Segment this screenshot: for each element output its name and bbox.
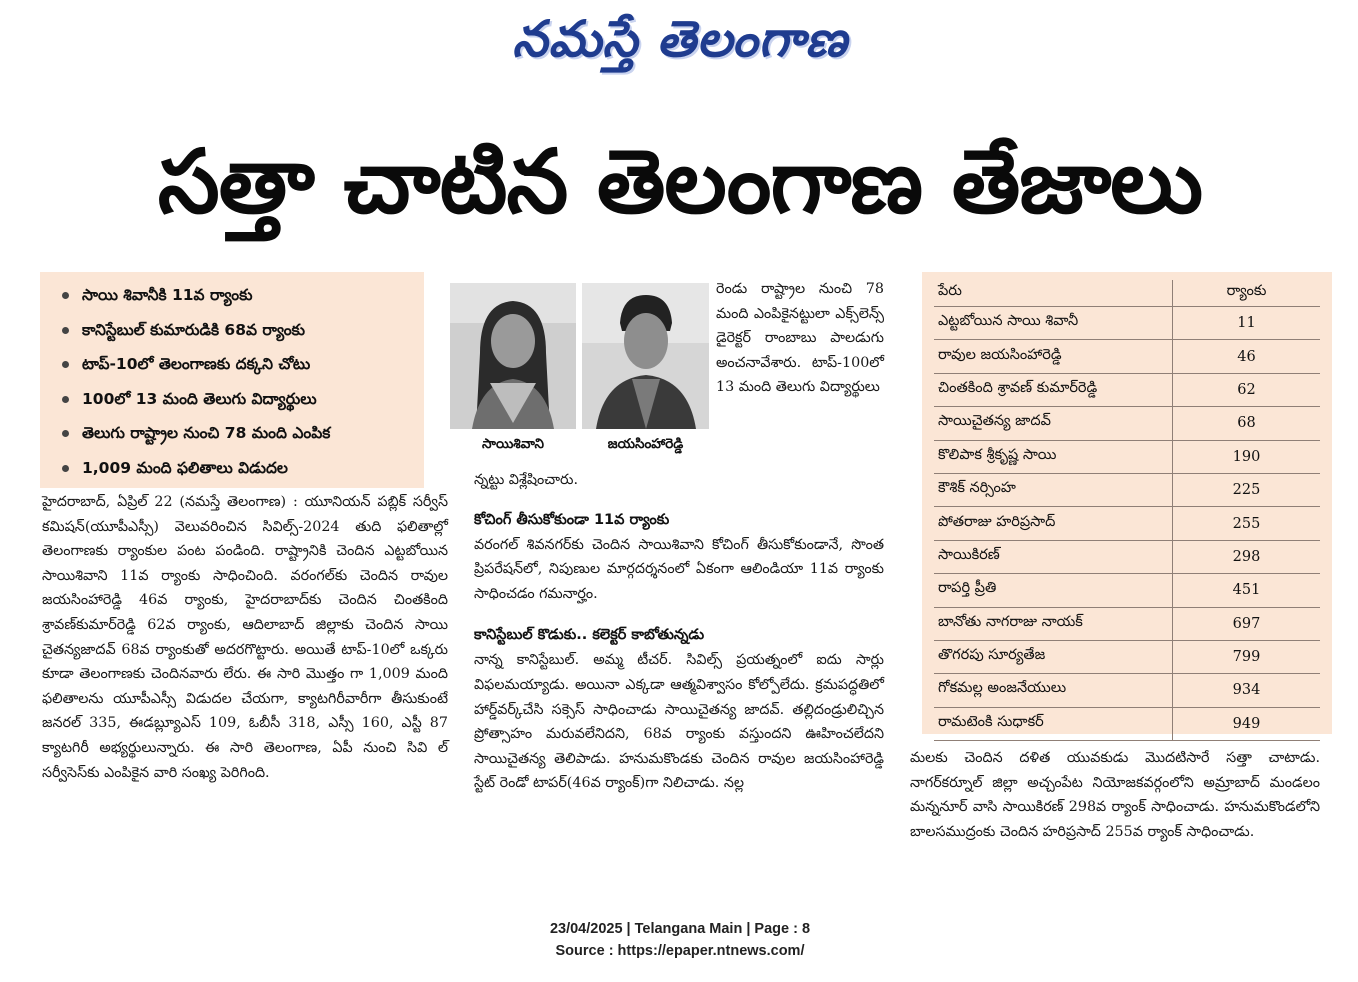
candidate-rank: 934 [1173, 674, 1321, 707]
highlight-item: కానిస్టేబుల్ కుమారుడికి 68వ ర్యాంకు [58, 313, 416, 348]
article-column-1 [42, 490, 448, 785]
highlight-item: సాయి శివానీకి 11వ ర్యాంకు [58, 278, 416, 313]
table-row [934, 473, 1320, 506]
article-paragraph: వరంగల్ శివనగర్‌కు చెందిన సాయిశివాని కోచింగ్ తీసుకోకుండానే, సొంత ప్రిపరేషన్‌లో, నిపుణుల మార్గదర్శనంలో ఏకంగా ఆలిండియా 11వ ర్యాంకు సాధించడం గమనార్హం. [474, 536, 884, 602]
candidate-name: కొలిపాక శ్రీకృష్ణ సాయి [934, 440, 1173, 473]
article-column-3 [910, 746, 1320, 844]
candidate-name: బానోతు నాగరాజు నాయక్ [934, 607, 1173, 640]
photo-jayasimha-reddy [582, 283, 709, 429]
candidate-rank: 255 [1173, 507, 1321, 540]
candidate-rank: 799 [1173, 640, 1321, 673]
table-row [934, 340, 1320, 373]
portrait-woman-image [450, 283, 576, 429]
candidate-rank: 46 [1173, 340, 1321, 373]
article-column-2-top [716, 277, 884, 400]
footer-source-link[interactable]: Source : https://epaper.ntnews.com/ [555, 943, 805, 959]
table-row [934, 574, 1320, 607]
table-row [934, 707, 1320, 740]
bullet-icon [62, 465, 69, 472]
candidate-name: రాపర్తి ప్రీతి [934, 574, 1173, 607]
candidate-name: ఎట్టబోయిన సాయి శివానీ [934, 307, 1173, 340]
candidate-rank: 697 [1173, 607, 1321, 640]
highlight-item: టాప్-10లో తెలంగాణకు దక్కని చోటు [58, 347, 416, 382]
portrait-man-image [582, 283, 709, 429]
table-row [934, 407, 1320, 440]
candidate-rank: 11 [1173, 307, 1321, 340]
article-headline: సత్తా చాటిన తెలంగాణ తేజాలు [157, 130, 1203, 233]
candidate-rank: 949 [1173, 707, 1321, 740]
highlight-item: తెలుగు రాష్ట్రాల నుంచి 78 మంది ఎంపిక [58, 416, 416, 451]
candidate-rank: 298 [1173, 540, 1321, 573]
highlight-item: 100లో 13 మంది తెలుగు విద్యార్థులు [58, 382, 416, 417]
highlights-box [40, 272, 424, 488]
article-paragraph: మలకు చెందిన దళిత యువకుడు మొదటిసారే సత్తా చాటాడు. నాగర్‌కర్నూల్ జిల్లా అచ్చంపేట నియోజకవర్గంలోని అమ్రాబాద్ మండలం మన్ననూర్ వాసి సాయికిరణ్ 298వ ర్యాంక్ సాధించాడు. హనుమకొండలోని బాలసముద్రంకు చెందిన హరిప్రసాద్ 255వ ర్యాంక్ సాధించాడు. [910, 750, 1320, 840]
candidate-name: రామటెంకి సుధాకర్ [934, 707, 1173, 740]
table-row [934, 640, 1320, 673]
subheading: కోచింగ్ తీసుకోకుండా 11వ ర్యాంకు [474, 511, 670, 528]
photo-caption: జయసింహారెడ్డి [607, 436, 684, 452]
article-paragraph: నాన్న కానిస్టేబుల్. అమ్మ టీచర్. సివిల్స్ ప్రయత్నంలో ఐదు సార్లు విఫలమయ్యాడు. అయినా ఎక్కడా ఆత్మవిశ్వాసం కోల్పోలేదు. క్రమపద్ధతిలో హార్డ్‌వర్క్‌చేసి సక్సెస్ సాధించాడు సాయిచైతన్య జాదవ్. తల్లిదండ్రులిచ్చిన ప్రోత్సాహం మరువలేనిదని, 68వ ర్యాంకు వస్తుందని ఊహించలేదని సాయిచైతన్య తెలిపాడు. హనుమకొండకు చెందిన రావుల జయసింహారెడ్డి స్టేట్ రెండో టాపర్(46వ ర్యాంక్)గా నిలిచాడు. నల్ల [474, 652, 884, 792]
bullet-icon [62, 361, 69, 368]
column-header-name: పేరు [934, 280, 1173, 307]
candidate-name: రావుల జయసింహారెడ్డి [934, 340, 1173, 373]
rank-table-box [922, 272, 1332, 734]
bullet-icon [62, 430, 69, 437]
footer-date-edition: 23/04/2025 | Telangana Main | Page : 8 [549, 921, 811, 937]
table-row [934, 507, 1320, 540]
candidate-rank: 225 [1173, 473, 1321, 506]
article-paragraph: హైదరాబాద్, ఏప్రిల్ 22 (నమస్తే తెలంగాణ) : యూనియన్ పబ్లిక్ సర్వీస్ కమిషన్(యూపీఎస్సీ) వెలువరించిన సివిల్స్-2024 తుది ఫలితాల్లో తెలంగాణకు ర్యాంకుల పంట పండింది. రాష్ట్రానికి చెందిన ఎట్టబోయిన సాయిశివాని 11వ ర్యాంకు సాధించింది. వరంగల్‌కు చెందిన రావుల జయసింహారెడ్డి 46వ ర్యాంకు, హైదరాబాద్‌కు చెందిన చింతకింది శ్రావణ్‌కుమార్‌రెడ్డి 62వ ర్యాంకు, ఆదిలాబాద్ జిల్లాకు చెందిన సాయి చైతన్యజాదవ్ 68వ ర్యాంకుతో అదరగొట్టారు. అయితే టాప్-10లో ఒక్కరు కూడా తెలంగాణకు చెందినవారు లేరు. ఈ సారి మొత్తం గా 1,009 మంది ఫలితాలను యూపీఎస్సీ విడుదల చేయగా, క్యాటగిరీవారీగా తీసుకుంటే జనరల్ 335, ఈడబ్ల్యూఎస్ 109, ఓబీసీ 318, ఎస్సీ 160, ఎస్టీ 87 క్యాటగిరీ అభ్యర్థులున్నారు. ఈ సారి తెలంగాణ, ఏపీ నుంచి సివి ల్ సర్వీసెస్‌కు ఎంపికైన వారి సంఖ్య పెరిగింది. [42, 494, 448, 781]
candidate-name: తొగరపు సూర్యతేజ [934, 640, 1173, 673]
article-column-2 [474, 468, 884, 796]
table-row [934, 373, 1320, 406]
bullet-icon [62, 292, 69, 299]
candidate-name: సాయికిరణ్ [934, 540, 1173, 573]
photo-caption: సాయిశివాని [482, 436, 544, 452]
photo-sai-shivani [450, 283, 576, 429]
column-header-rank: ర్యాంకు [1173, 280, 1321, 307]
candidate-rank: 451 [1173, 574, 1321, 607]
table-row [934, 607, 1320, 640]
bullet-icon [62, 327, 69, 334]
candidate-rank: 190 [1173, 440, 1321, 473]
newspaper-masthead: నమస్తే తెలంగాణ [512, 9, 848, 68]
rank-table [934, 280, 1320, 741]
candidate-rank: 62 [1173, 373, 1321, 406]
subheading: కానిస్టేబుల్ కొడుకు.. కలెక్టర్ కాబోతున్నడు [474, 627, 705, 644]
candidate-name: గోకమల్ల అంజనేయులు [934, 674, 1173, 707]
table-row [934, 440, 1320, 473]
bullet-icon [62, 396, 69, 403]
table-row [934, 540, 1320, 573]
table-row [934, 674, 1320, 707]
article-paragraph: న్నట్టు విశ్లేషించారు. [474, 472, 579, 488]
article-paragraph: రెండు రాష్ట్రాల నుంచి 78 మంది ఎంపికైనట్టులా ఎక్స్‌లెన్స్ డైరెక్టర్ రాంబాబు పాలడుగు అంచనావేశారు. టాప్-100లో 13 మంది తెలుగు విద్యార్థులు [716, 281, 884, 396]
table-row [934, 307, 1320, 340]
page-footer [380, 918, 980, 962]
candidate-name: సాయిచైతన్య జాదవ్ [934, 407, 1173, 440]
table-header-row [934, 280, 1320, 307]
candidate-rank: 68 [1173, 407, 1321, 440]
candidate-name: కౌశిక్ నర్సింహ [934, 473, 1173, 506]
candidate-name: పోతరాజు హరిప్రసాద్ [934, 507, 1173, 540]
highlight-item: 1,009 మంది ఫలితాలు విడుదల [58, 451, 416, 486]
candidate-name: చింతకింది శ్రావణ్ కుమార్‌రెడ్డి [934, 373, 1173, 406]
